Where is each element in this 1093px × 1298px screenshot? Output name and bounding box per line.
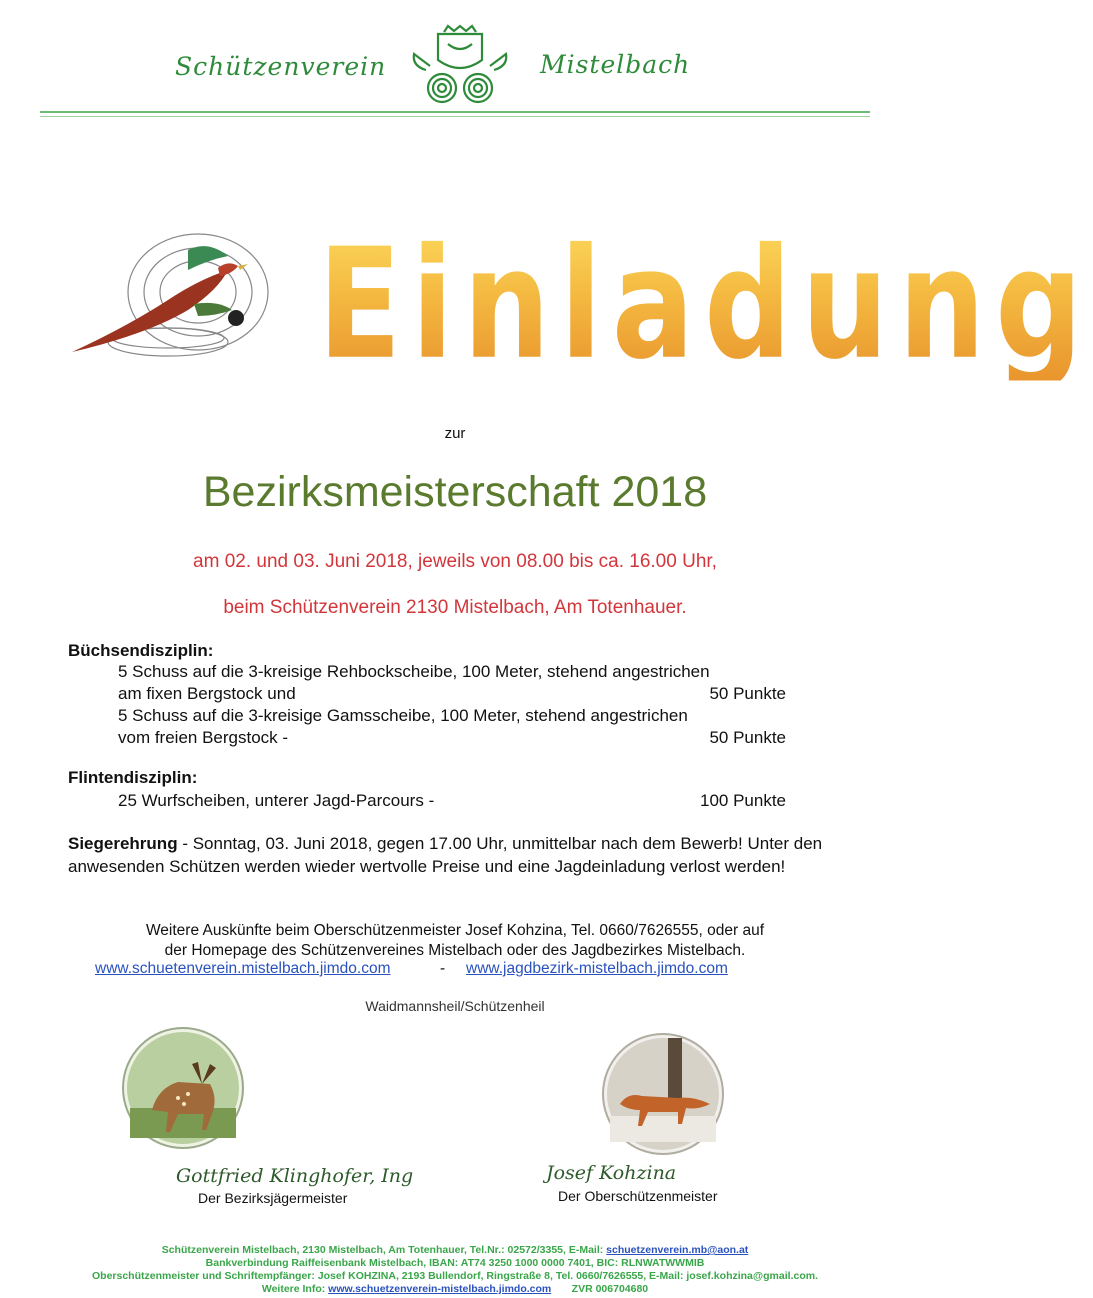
header-divider	[40, 111, 870, 113]
rifle-points-1: 50 Punkte	[709, 684, 786, 703]
footer-line-2: Bankverbindung Raiffeisenbank Mistelbach, IBAN: AT74 3250 1000 0000 7401, BIC: RLNWATWWMIB	[205, 1257, 705, 1269]
footer-line-1: Schützenverein Mistelbach, 2130 Mistelbach, Am Totenhauer, Tel.Nr.: 02572/3355, E-Mail: schuetzenverein.mb@aon.at	[161, 1244, 749, 1256]
district-website-link[interactable]: www.jagdbezirk-mistelbach.jimdo.com	[466, 960, 728, 977]
deer-medallion-image	[118, 1018, 248, 1158]
event-date: am 02. und 03. Juni 2018, jeweils von 08.00 bis ca. 16.00 Uhr,	[193, 551, 717, 572]
signature-district-hunt-master: Gottfried Klinghofer, Ing	[176, 1165, 414, 1187]
award-ceremony-text: - Sonntag, 03. Juni 2018, gegen 17.00 Uhr, unmittelbar nach dem Bewerb! Unter den anwesenden Schützen werden wieder wertvolle Preise und eine Jagdeinladung verlost werden!	[68, 834, 823, 876]
club-website-link[interactable]: www.schuetenverein.mistelbach.jimdo.com	[95, 960, 391, 977]
footer-email-link[interactable]: schuetzenverein.mb@aon.at	[606, 1244, 749, 1256]
role-chief-shooting-master: Der Oberschützenmeister	[558, 1188, 718, 1204]
role-district-hunt-master: Der Bezirksjägermeister	[198, 1190, 348, 1206]
header-divider-thin	[40, 116, 870, 117]
rifle-discipline-heading: Büchsendisziplin:	[68, 641, 214, 660]
invitation-title: Einladung	[318, 215, 1093, 393]
zur-label: zur	[444, 425, 466, 442]
greeting: Waidmannsheil/Schützenheil	[365, 998, 545, 1014]
club-crest-emblem	[408, 26, 512, 106]
rifle-line-3: 5 Schuss auf die 3-kreisige Gamsscheibe, 100 Meter, stehend angestrichen	[118, 706, 688, 725]
fox-medallion-image	[598, 1024, 728, 1164]
award-ceremony-label: Siegerehrung	[68, 834, 178, 853]
signature-chief-shooting-master: Josef Kohzina	[546, 1162, 677, 1184]
header-club-name: Schützenverein	[175, 52, 387, 81]
shotgun-line-1: 25 Wurfscheiben, unterer Jagd-Parcours -	[118, 791, 435, 810]
contact-info-line-1: Weitere Auskünfte beim Oberschützenmeister Josef Kohzina, Tel. 0660/7626555, oder auf	[145, 922, 765, 939]
rifle-line-4: vom freien Bergstock -	[118, 728, 289, 747]
event-location: beim Schützenverein 2130 Mistelbach, Am Totenhauer.	[223, 597, 687, 618]
event-title: Bezirksmeisterschaft 2018	[202, 468, 708, 516]
contact-info-line-2: der Homepage des Schützenvereines Mistelbach oder des Jagdbezirkes Mistelbach.	[164, 942, 746, 959]
header-town-name: Mistelbach	[540, 50, 691, 79]
footer-website-link[interactable]: www.schuetzenverein-mistelbach.jimdo.com	[328, 1283, 552, 1295]
link-separator: -	[440, 960, 446, 977]
pheasant-target-illustration	[68, 230, 288, 370]
shotgun-discipline-heading: Flintendisziplin:	[68, 768, 198, 787]
rifle-line-1: 5 Schuss auf die 3-kreisige Rehbockscheibe, 100 Meter, stehend angestrichen	[118, 662, 710, 681]
footer-line-4: Weitere Info: www.schuetzenverein-mistelbach.jimdo.com ZVR 006704680	[261, 1283, 649, 1295]
award-ceremony-paragraph	[68, 832, 858, 878]
footer-line-3: Oberschützenmeister und Schriftempfänger: Josef KOHZINA, 2193 Bullendorf, Ringstraße 8, Tel. 0660/7626555, E-Mail: josef.kohzina@gmail.com.	[92, 1270, 818, 1282]
shotgun-points: 100 Punkte	[699, 791, 786, 810]
rifle-line-2: am fixen Bergstock und	[118, 684, 296, 703]
rifle-points-2: 50 Punkte	[709, 728, 786, 747]
